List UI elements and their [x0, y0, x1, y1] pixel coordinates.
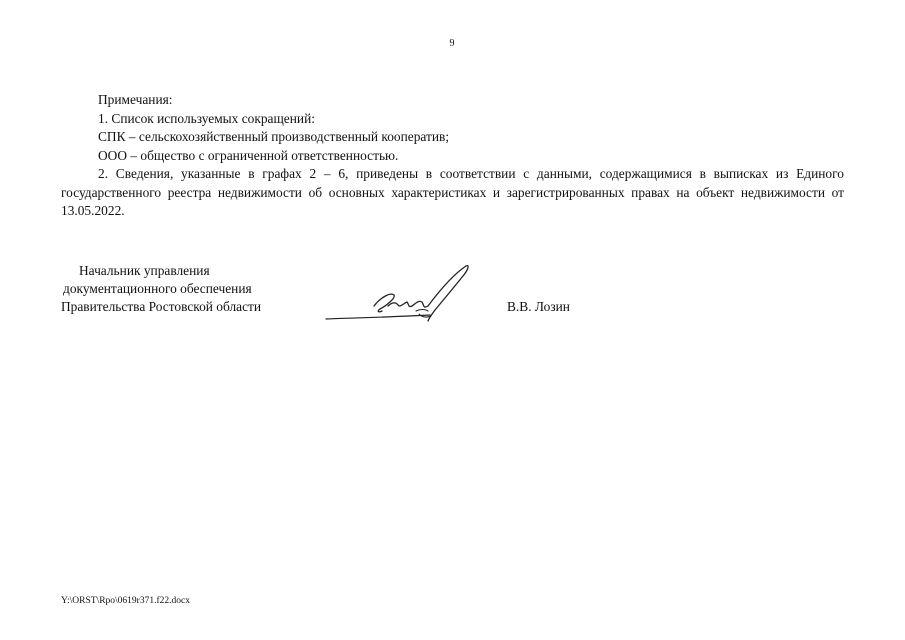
signatory-position-line-3: Правительства Ростовской области [61, 299, 262, 314]
signer-name: В.В. Лозин [507, 299, 570, 314]
notes-section [61, 91, 844, 221]
notes-abbreviation-ooo: ООО – общество с ограниченной ответственностью. [98, 147, 399, 163]
document-file-path: Y:\ORST\Rpo\0619r371.f22.docx [61, 596, 190, 606]
handwritten-signature [322, 262, 472, 324]
notes-heading: Примечания: [98, 92, 173, 107]
signatory-position [57, 262, 297, 316]
signatory-position-line-1: Начальник управления [79, 263, 210, 278]
notes-abbreviation-spk: СПК – сельскохозяйственный производственный кооператив; [98, 129, 450, 144]
notes-item-sources: 2. Сведения, указанные в графах 2 – 6, приведены в соответствии с данными, содержащимися в выписках из Единого государственного реестра недвижимости об основных характеристиках и зарегистрированных правах на объект недвижимости от 13.05.2022. [61, 166, 844, 218]
notes-item-abbreviations-title: 1. Список используемых сокращений: [98, 110, 315, 126]
signatory-position-line-2: документационного обеспечения [63, 281, 252, 296]
page-number: 9 [449, 38, 455, 49]
